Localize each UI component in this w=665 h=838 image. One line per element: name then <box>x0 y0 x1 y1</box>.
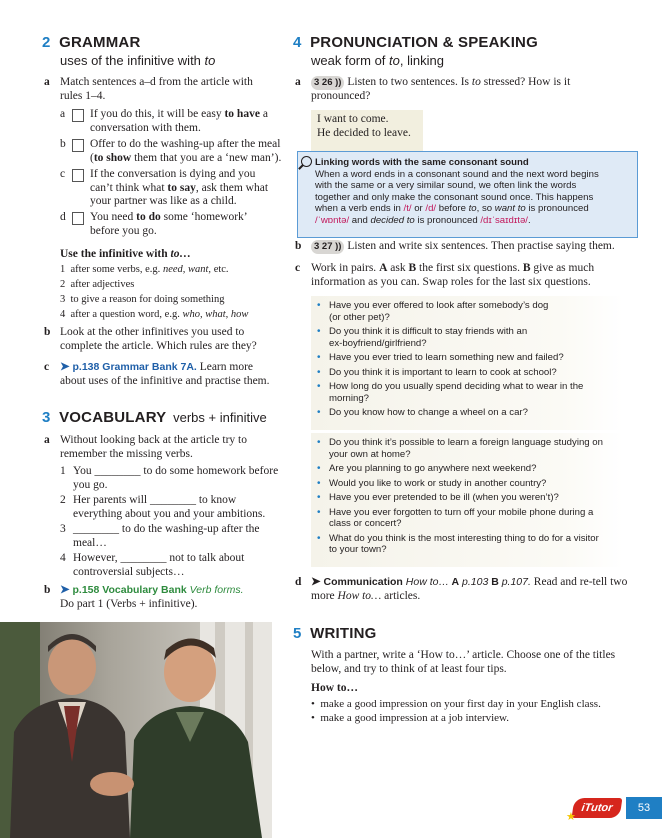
vocab-bank-link[interactable]: p.158 Vocabulary Bank Verb forms. <box>72 584 244 596</box>
writing-subheading: How to… <box>311 682 358 694</box>
rule-item: 4 after a question word, e.g. who, what, how <box>60 309 249 320</box>
arrow-icon: ➤ <box>311 576 321 588</box>
grammar-item-a: a If you do this, it will be easy to have a conversation with them. <box>60 108 268 134</box>
question-item: • Do you think it is difficult to stay friends with an ex-boyfriend/girlfriend? <box>317 326 528 349</box>
grammar-heading <box>42 34 140 51</box>
question-item: • How long do you usually spend deciding what to wear in the morning? <box>317 381 584 404</box>
question-item: • Are you planning to go anywhere next weekend? <box>317 463 537 474</box>
vocab-item: 3 ________ to do the washing-up after the meal… <box>60 523 260 549</box>
sound-icon: )) <box>335 241 342 252</box>
questions-group-1 <box>311 296 623 430</box>
pron-heading: 4 PRONUNCIATION & SPEAKING <box>293 34 538 51</box>
question-item: • Do you know how to change a wheel on a car? <box>317 407 528 418</box>
grammar-a: a Match sentences a–d from the article with rules 1–4. <box>44 76 253 102</box>
magnifier-handle <box>298 164 304 170</box>
pron-d: d ➤ Communication How to… A p.103 B p.107. Read and re-tell two more How to… articles. <box>295 576 628 602</box>
vocab-a: a Without looking back at the article try to remember the missing verbs. <box>44 434 247 460</box>
photo-handshake <box>0 622 272 838</box>
question-item: • Would you like to work or study in another country? <box>317 477 547 489</box>
arrow-icon: ➤ <box>60 584 70 596</box>
rule-item: 2 after adjectives <box>60 279 135 290</box>
handshake-photo-illustration <box>0 622 272 838</box>
vocab-items <box>60 465 290 579</box>
answer-box[interactable] <box>72 109 84 122</box>
vocab-item: 4 However, ________ not to talk about controversial subjects… <box>60 552 245 578</box>
vocab-heading: 3 VOCABULARY verbs + infinitive <box>42 409 267 426</box>
page-number: 53 <box>637 802 651 814</box>
question-item: • Have you ever tried to learn something new and failed? <box>317 352 564 363</box>
writing-bullet: • make a good impression at a job interview. <box>311 712 510 724</box>
arrow-icon: ➤ <box>60 361 70 373</box>
writing-bullets <box>311 697 601 725</box>
grammar-item-d: d You need to do some ‘homework’ before you go. <box>60 211 248 237</box>
section-number: 2 <box>42 34 51 51</box>
vocab-item: 2 Her parents will ________ to know everything about you and your ambitions. <box>60 494 266 520</box>
star-icon: ★ <box>566 811 576 823</box>
grammar-bank-link[interactable]: p.138 Grammar Bank 7A. <box>72 361 197 373</box>
question-item: • Do you think it’s possible to learn a foreign language studying on your own at home? <box>317 437 603 460</box>
tip-box: Linking words with the same consonant sound When a word ends in a consonant sound and the next word begins with the same or a very similar sound, we often link the words together and only make the consonant sound once. This happens when a verb ends in /t/ or /d/ before to, so want to is pronounced /ˈwɒntə/ and decided to is pronounced /dɪˈsaɪdɪtə/. <box>297 151 638 238</box>
vocab-item: 1 You ________ to do some homework before you go. <box>60 465 279 491</box>
grammar-subtitle: uses of the infinitive with to <box>60 53 216 68</box>
question-item: • Have you ever pretended to be ill (when you weren’t)? <box>317 492 559 503</box>
question-item: • Have you ever offered to look after somebody’s dog (or other pet)? <box>317 300 549 323</box>
questions-group-2 <box>311 433 623 567</box>
page-number-box <box>626 797 662 819</box>
vocab-b: b ➤ p.158 Vocabulary Bank Verb forms. Do part 1 (Verbs + infinitive). <box>44 584 244 610</box>
answer-box[interactable] <box>72 212 84 225</box>
grammar-c: c ➤ p.138 Grammar Bank 7A. Learn more about uses of the infinitive and practise them. <box>44 361 270 387</box>
communication-link[interactable]: Communication How to… A p.103 B p.107. <box>323 576 531 588</box>
grammar-item-c: c If the conversation is dying and you can’t think what to say, ask them what your partner was like as a child. <box>60 168 269 207</box>
answer-box[interactable] <box>72 169 84 182</box>
rules-list <box>60 262 248 322</box>
pron-subtitle: weak form of to, linking <box>311 53 444 68</box>
writing-heading: 5 WRITING <box>293 625 377 642</box>
section-title: GRAMMAR <box>59 34 141 51</box>
pron-b: b 3 27 )) Listen and write six sentences. Then practise saying them. <box>295 240 615 252</box>
example-sentences: I want to come. He decided to leave. <box>311 110 423 152</box>
pron-a: a 3 26 )) Listen to two sentences. Is to stressed? How is it pronounced? <box>295 76 571 102</box>
rule-item: 3 to give a reason for doing something <box>60 294 225 305</box>
writing-bullet: • make a good impression on your first day in your English class. <box>311 698 601 710</box>
question-item: • Do you think it is important to learn to cook at school? <box>317 366 557 378</box>
audio-track-button[interactable]: 3 26 )) <box>311 76 344 90</box>
itutor-logo[interactable]: iTutor <box>572 798 623 818</box>
pron-c: c Work in pairs. A ask B the first six questions. B give as much information as you can. Swap roles for the last six questions. <box>295 262 595 288</box>
rule-item: 1 after some verbs, e.g. need, want, etc. <box>60 264 229 275</box>
audio-track-button[interactable]: 3 27 )) <box>311 240 344 254</box>
answer-box[interactable] <box>72 139 84 152</box>
grammar-b: b Look at the other infinitives you used to complete the article. Which rules are they? <box>44 326 257 352</box>
grammar-item-b: b Offer to do the washing-up after the meal (to show them that you are a ‘new man’). <box>60 138 282 164</box>
writing-text: With a partner, write a ‘How to…’ article. Choose one of the titles below, and try to think of at least four tips. <box>311 649 616 675</box>
rules-heading: Use the infinitive with to… <box>60 248 191 260</box>
question-item: • What do you think is the most interesting thing to do for a visitor to your town? <box>317 532 599 555</box>
sound-icon: )) <box>335 77 342 88</box>
question-item: • Have you ever forgotten to turn off your mobile phone during a class or concert? <box>317 506 594 529</box>
